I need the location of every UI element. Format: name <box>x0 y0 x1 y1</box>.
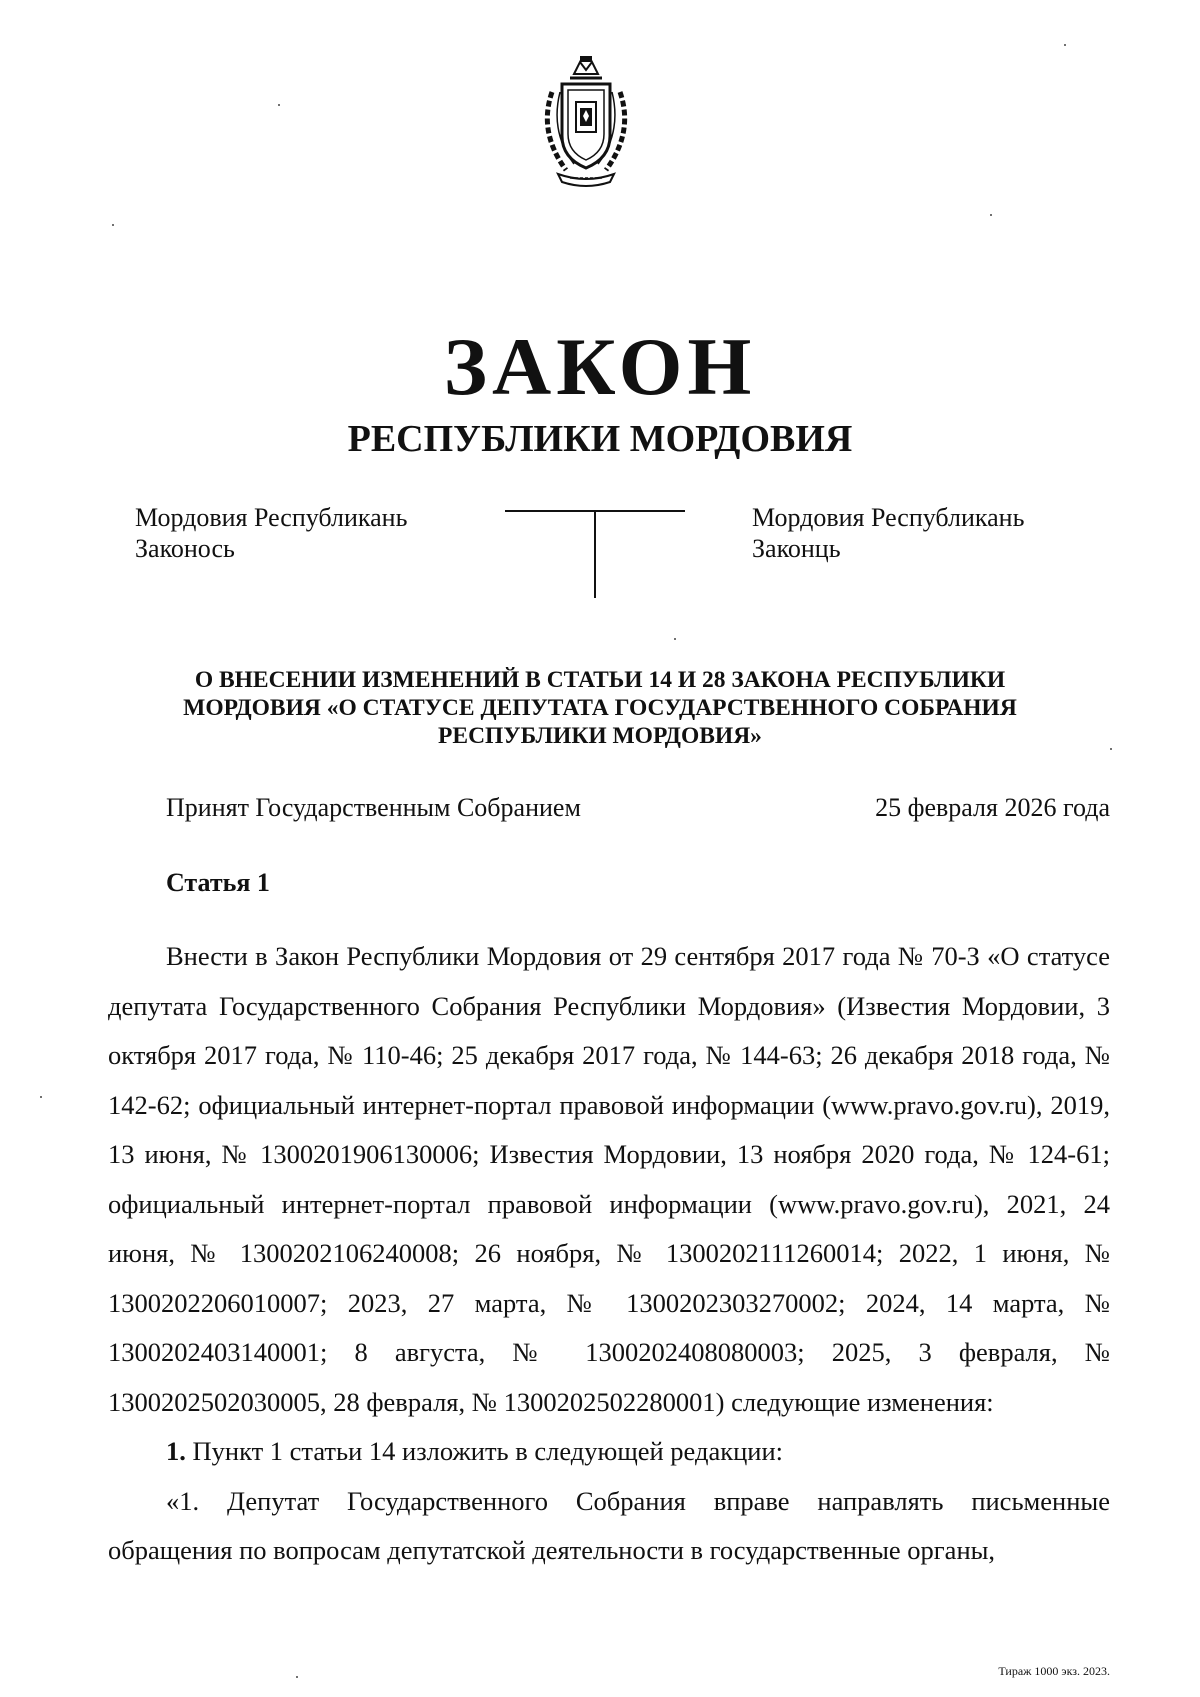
mordovian-title-right <box>752 502 1024 564</box>
scan-speck <box>296 1676 298 1678</box>
scan-speck <box>990 214 992 216</box>
republic-subtitle: РЕСПУБЛИКИ МОРДОВИЯ <box>347 418 853 460</box>
article-body <box>108 932 1110 1576</box>
scan-speck <box>1110 748 1112 750</box>
article-intro-paragraph: Внести в Закон Республики Мордовия от 29 сентября 2017 года № 70-З «О статусе депутата Государственного Собрания Республики Мордовия» (Известия Мордовии, 3 октября 2017 года, № 110-46; 25 декабря 2017 года, № 144-63; 26 декабря 2018 года, № 142-62; официальный интернет-портал правовой информации (www.pravo.gov.ru), 2019, 13 июня, № 1300201906130006; Известия Мордовии, 13 ноября 2020 года, № 124-61; официальный интернет-портал правовой информации (www.pravo.gov.ru), 2021, 24 июня, № 1300202106240008; 26 ноября, № 1300202111260014; 2022, 1 июня, № 1300202206010007; 2023, 27 марта, № 1300202303270002; 2024, 14 марта, № 1300202403140001; 8 августа, № 1300202408080003; 2025, 3 февраля, № 1300202502030005, 28 февраля, № 1300202502280001) следующие изменения: <box>108 941 1110 1417</box>
adopted-by-label: Принят Государственным Собранием <box>166 793 581 822</box>
mordovian-right-line-1: Мордовия Республикань <box>752 503 1025 532</box>
scan-speck <box>112 224 114 226</box>
coat-of-arms-emblem <box>530 52 642 192</box>
mordovian-title-left <box>135 502 407 564</box>
article-title: Статья 1 <box>166 868 270 897</box>
heading-line-2: МОРДОВИЯ «О СТАТУСЕ ДЕПУТАТА ГОСУДАРСТВЕННОГО СОБРАНИЯ <box>183 695 1017 721</box>
heading-line-3: РЕСПУБЛИКИ МОРДОВИЯ» <box>438 723 762 749</box>
separator-vertical <box>594 510 596 598</box>
item-1-paragraph <box>108 1427 1110 1477</box>
quoted-new-text: «1. Депутат Государственного Собрания вправе направлять письменные обращения по вопросам депутатской деятельности в государственные органы, <box>108 1485 1110 1565</box>
print-run-note: Тираж 1000 экз. 2023. <box>998 1664 1110 1678</box>
heading-line-1: О ВНЕСЕНИИ ИЗМЕНЕНИЙ В СТАТЬИ 14 И 28 ЗАКОНА РЕСПУБЛИКИ <box>194 667 1006 693</box>
scan-speck <box>278 104 280 106</box>
law-heading <box>120 666 1080 750</box>
mordovian-right-line-2: Законць <box>752 534 841 563</box>
mordovian-left-line-2: Законось <box>135 534 235 563</box>
scan-speck <box>40 1096 42 1098</box>
law-title: ЗАКОН <box>443 321 757 412</box>
item-1-number: 1. <box>166 1436 186 1466</box>
scan-speck <box>674 638 676 640</box>
mordovian-left-line-1: Мордовия Республикань <box>135 503 408 532</box>
scan-speck <box>1064 44 1066 46</box>
adoption-date: 25 февраля 2026 года <box>875 793 1110 822</box>
item-1-text: Пункт 1 статьи 14 изложить в следующей редакции: <box>185 1436 783 1466</box>
